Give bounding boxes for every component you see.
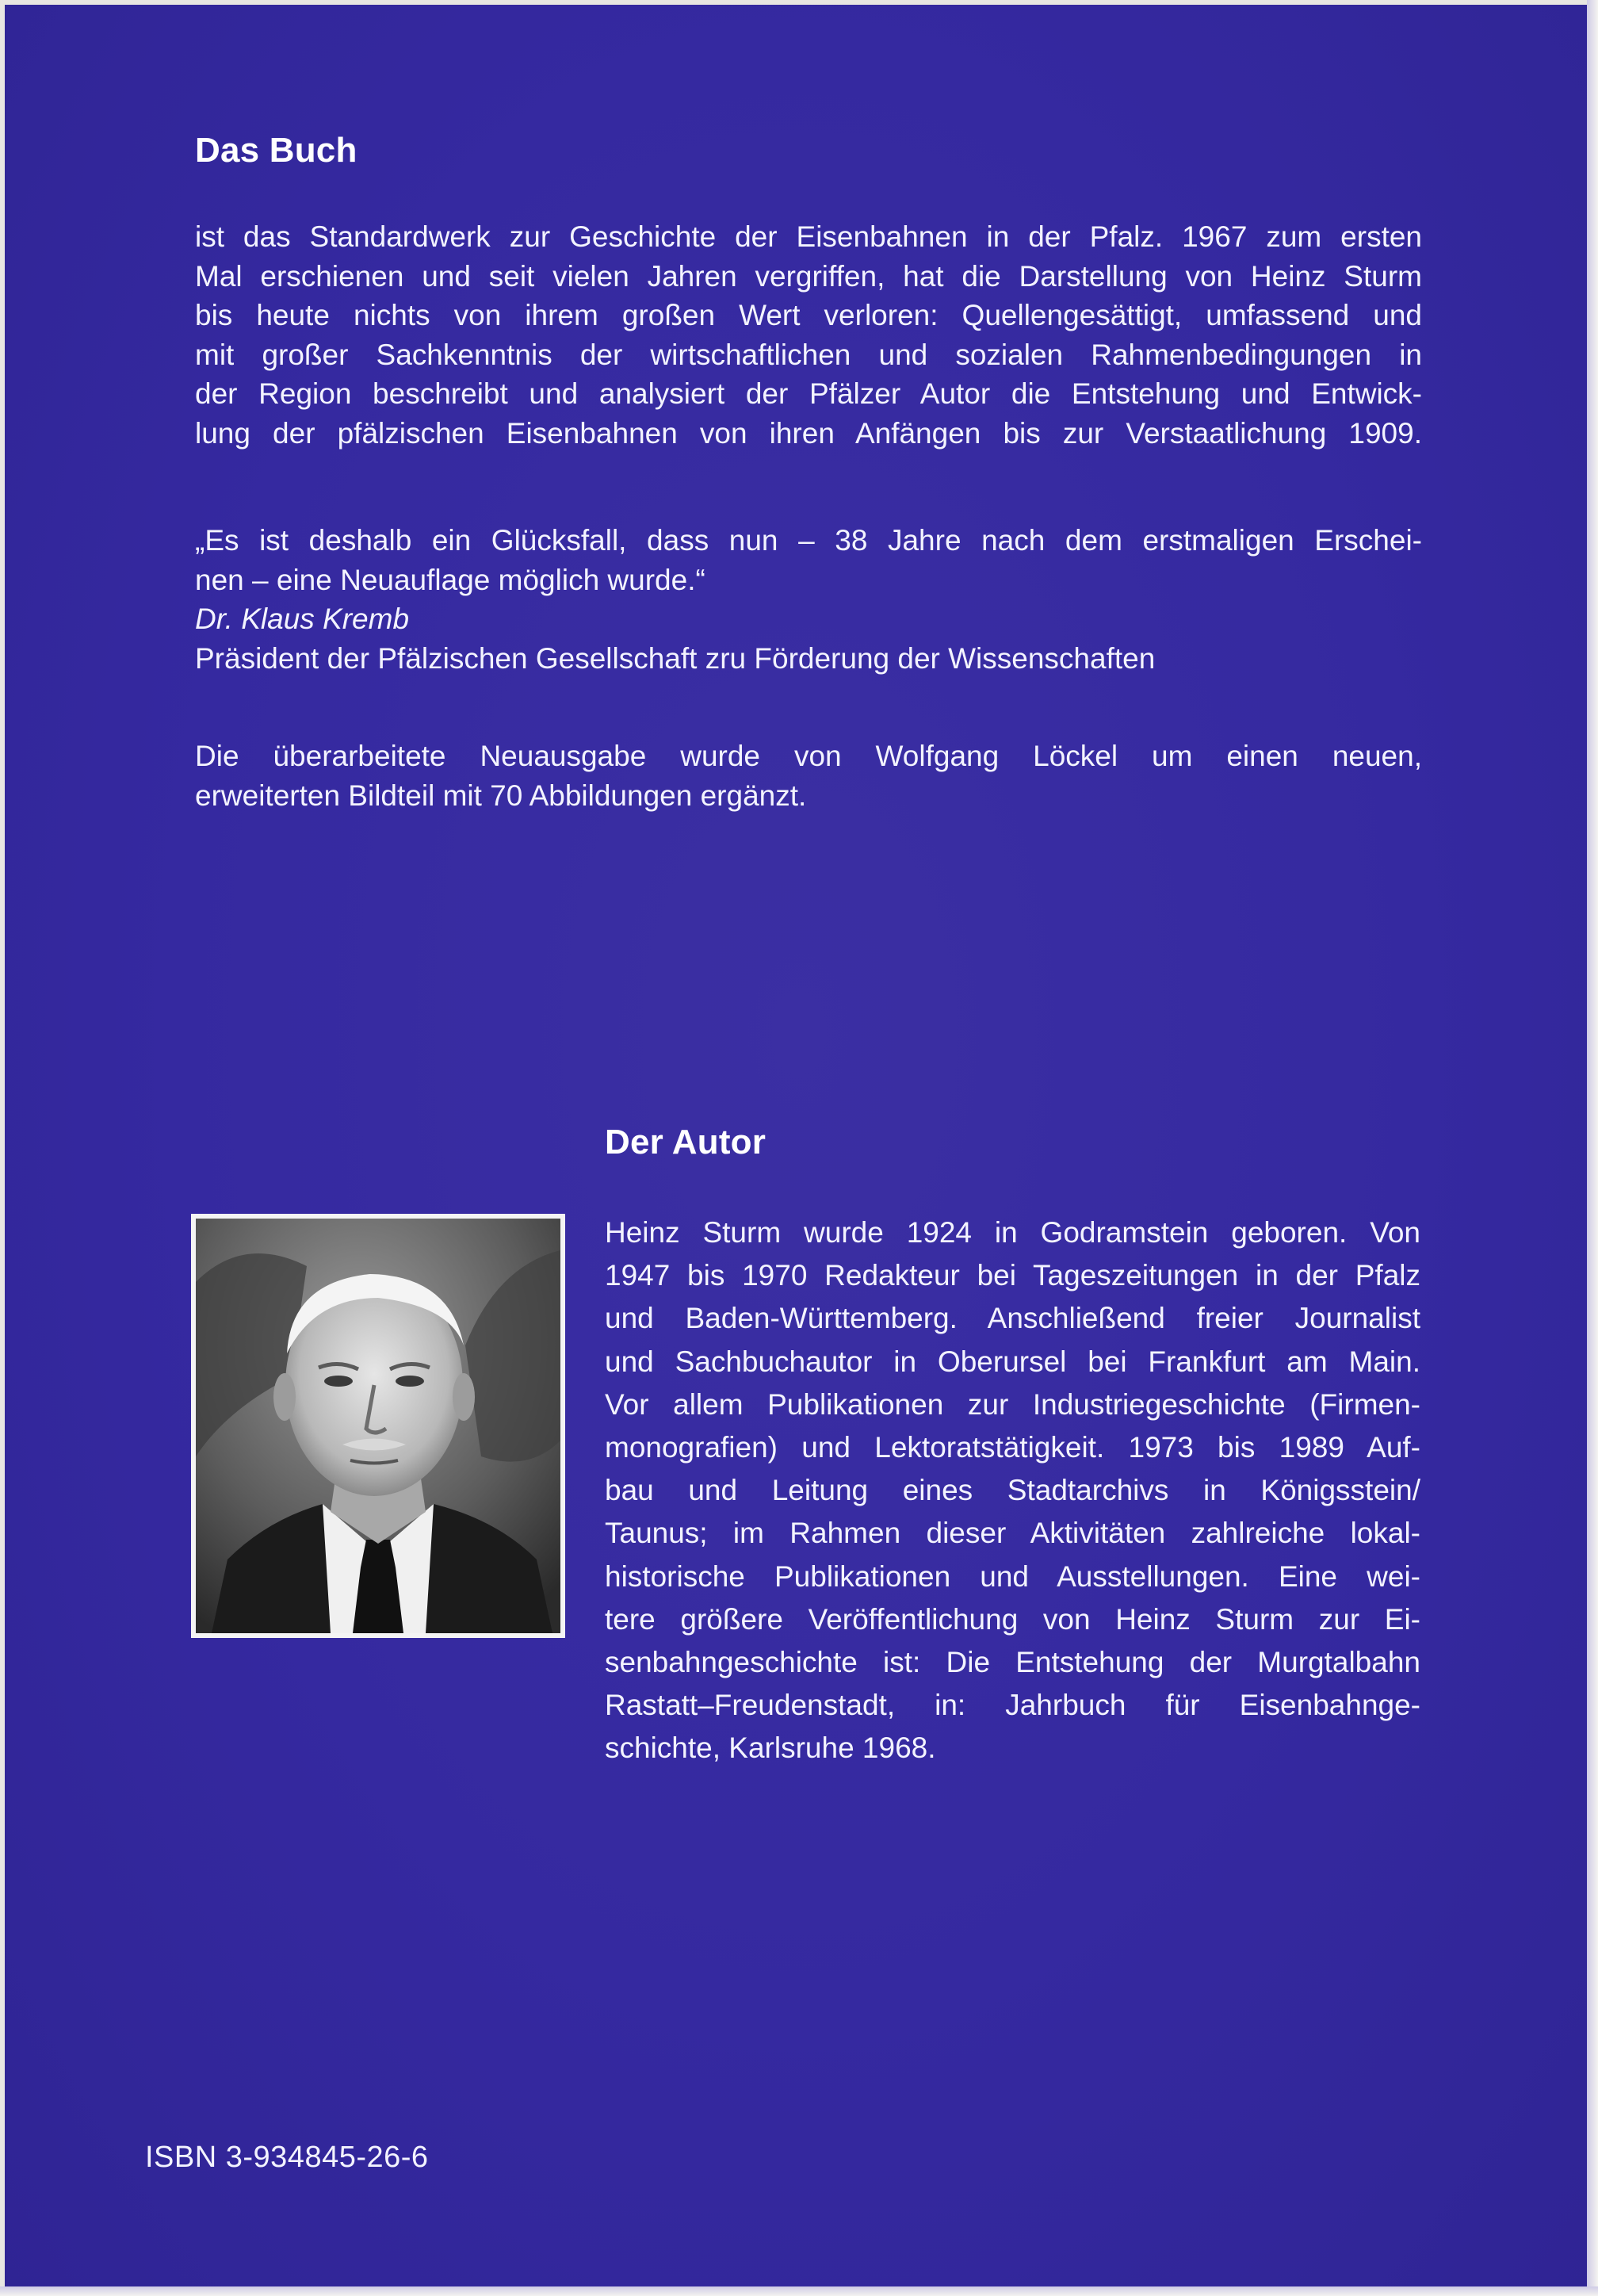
author-bio-line: und Baden-Württemberg. Anschließend freier Journalist xyxy=(605,1302,1420,1335)
page-edge-right xyxy=(1587,0,1598,2296)
quote-block xyxy=(195,521,1422,678)
author-bio-line: Rastatt–Freudenstadt, in: Jahrbuch für Eisenbahnge- xyxy=(605,1689,1420,1722)
author-heading: Der Autor xyxy=(605,1123,767,1161)
revision-line: erweiterten Bildteil mit 70 Abbildungen ergänzt. xyxy=(195,779,807,812)
author-bio-line: Taunus; im Rahmen dieser Aktivitäten zahlreiche lokal- xyxy=(605,1517,1420,1550)
author-portrait-icon xyxy=(196,1219,560,1633)
author-bio-line: senbahngeschichte ist: Die Entstehung der Murgtalbahn xyxy=(605,1646,1420,1679)
author-bio-line: Vor allem Publikationen zur Industriegeschichte (Firmen- xyxy=(605,1387,1420,1421)
isbn-number: ISBN 3-934845-26-6 xyxy=(145,2141,429,2174)
author-bio-line: historische Publikationen und Ausstellungen. Eine wei- xyxy=(605,1559,1420,1593)
author-bio-line: tere größere Veröffentlichung von Heinz Sturm zur Ei- xyxy=(605,1602,1420,1636)
author-bio-line: bau und Leitung eines Stadtarchivs in Königsstein/ xyxy=(605,1474,1420,1507)
book-description-line: Mal erschienen und seit vielen Jahren vergriffen, hat die Darstellung von Heinz Sturm xyxy=(195,259,1422,293)
quote-author: Dr. Klaus Kremb xyxy=(195,603,410,636)
book-description-line: ist das Standardwerk zur Geschichte der Eisenbahnen in der Pfalz. 1967 zum ersten xyxy=(195,220,1422,253)
author-bio-line: Heinz Sturm wurde 1924 in Godramstein geboren. Von xyxy=(605,1216,1420,1249)
book-description-line: mit großer Sachkenntnis der wirtschaftlichen und sozialen Rahmenbedingungen in xyxy=(195,338,1422,371)
author-bio-line: monografien) und Lektoratstätigkeit. 1973 bis 1989 Auf- xyxy=(605,1431,1420,1464)
revision-line: Die überarbeitete Neuausgabe wurde von Wolfgang Löckel um einen neuen, xyxy=(195,740,1422,772)
quote-line: „Es ist deshalb ein Glücksfall, dass nun – 38 Jahre nach dem erstmaligen Erschei- xyxy=(195,524,1422,557)
author-bio-line: schichte, Karlsruhe 1968. xyxy=(605,1732,936,1765)
book-description-line: lung der pfälzischen Eisenbahnen von ihren Anfängen bis zur Verstaatlichung 1909. xyxy=(195,416,1422,450)
page-edge-bottom xyxy=(0,2286,1598,2296)
book-description-line: der Region beschreibt und analysiert der Pfälzer Autor die Entstehung und Entwick- xyxy=(195,377,1422,411)
author-bio-line: und Sachbuchautor in Oberursel bei Frankfurt am Main. xyxy=(605,1345,1420,1378)
author-photo xyxy=(191,1214,565,1638)
revision-note xyxy=(195,737,1422,815)
quote-line: nen – eine Neuauflage möglich wurde.“ xyxy=(195,563,705,596)
book-description xyxy=(195,217,1422,453)
book-description-line: bis heute nichts von ihrem großen Wert verloren: Quellengesättigt, umfassend und xyxy=(195,299,1422,332)
author-biography xyxy=(605,1211,1420,1770)
book-heading: Das Buch xyxy=(195,131,357,170)
quote-author-title: Präsident der Pfälzischen Gesellschaft zru Förderung der Wissenschaften xyxy=(195,641,1156,675)
author-bio-line: 1947 bis 1970 Redakteur bei Tageszeitungen in der Pfalz xyxy=(605,1259,1420,1292)
